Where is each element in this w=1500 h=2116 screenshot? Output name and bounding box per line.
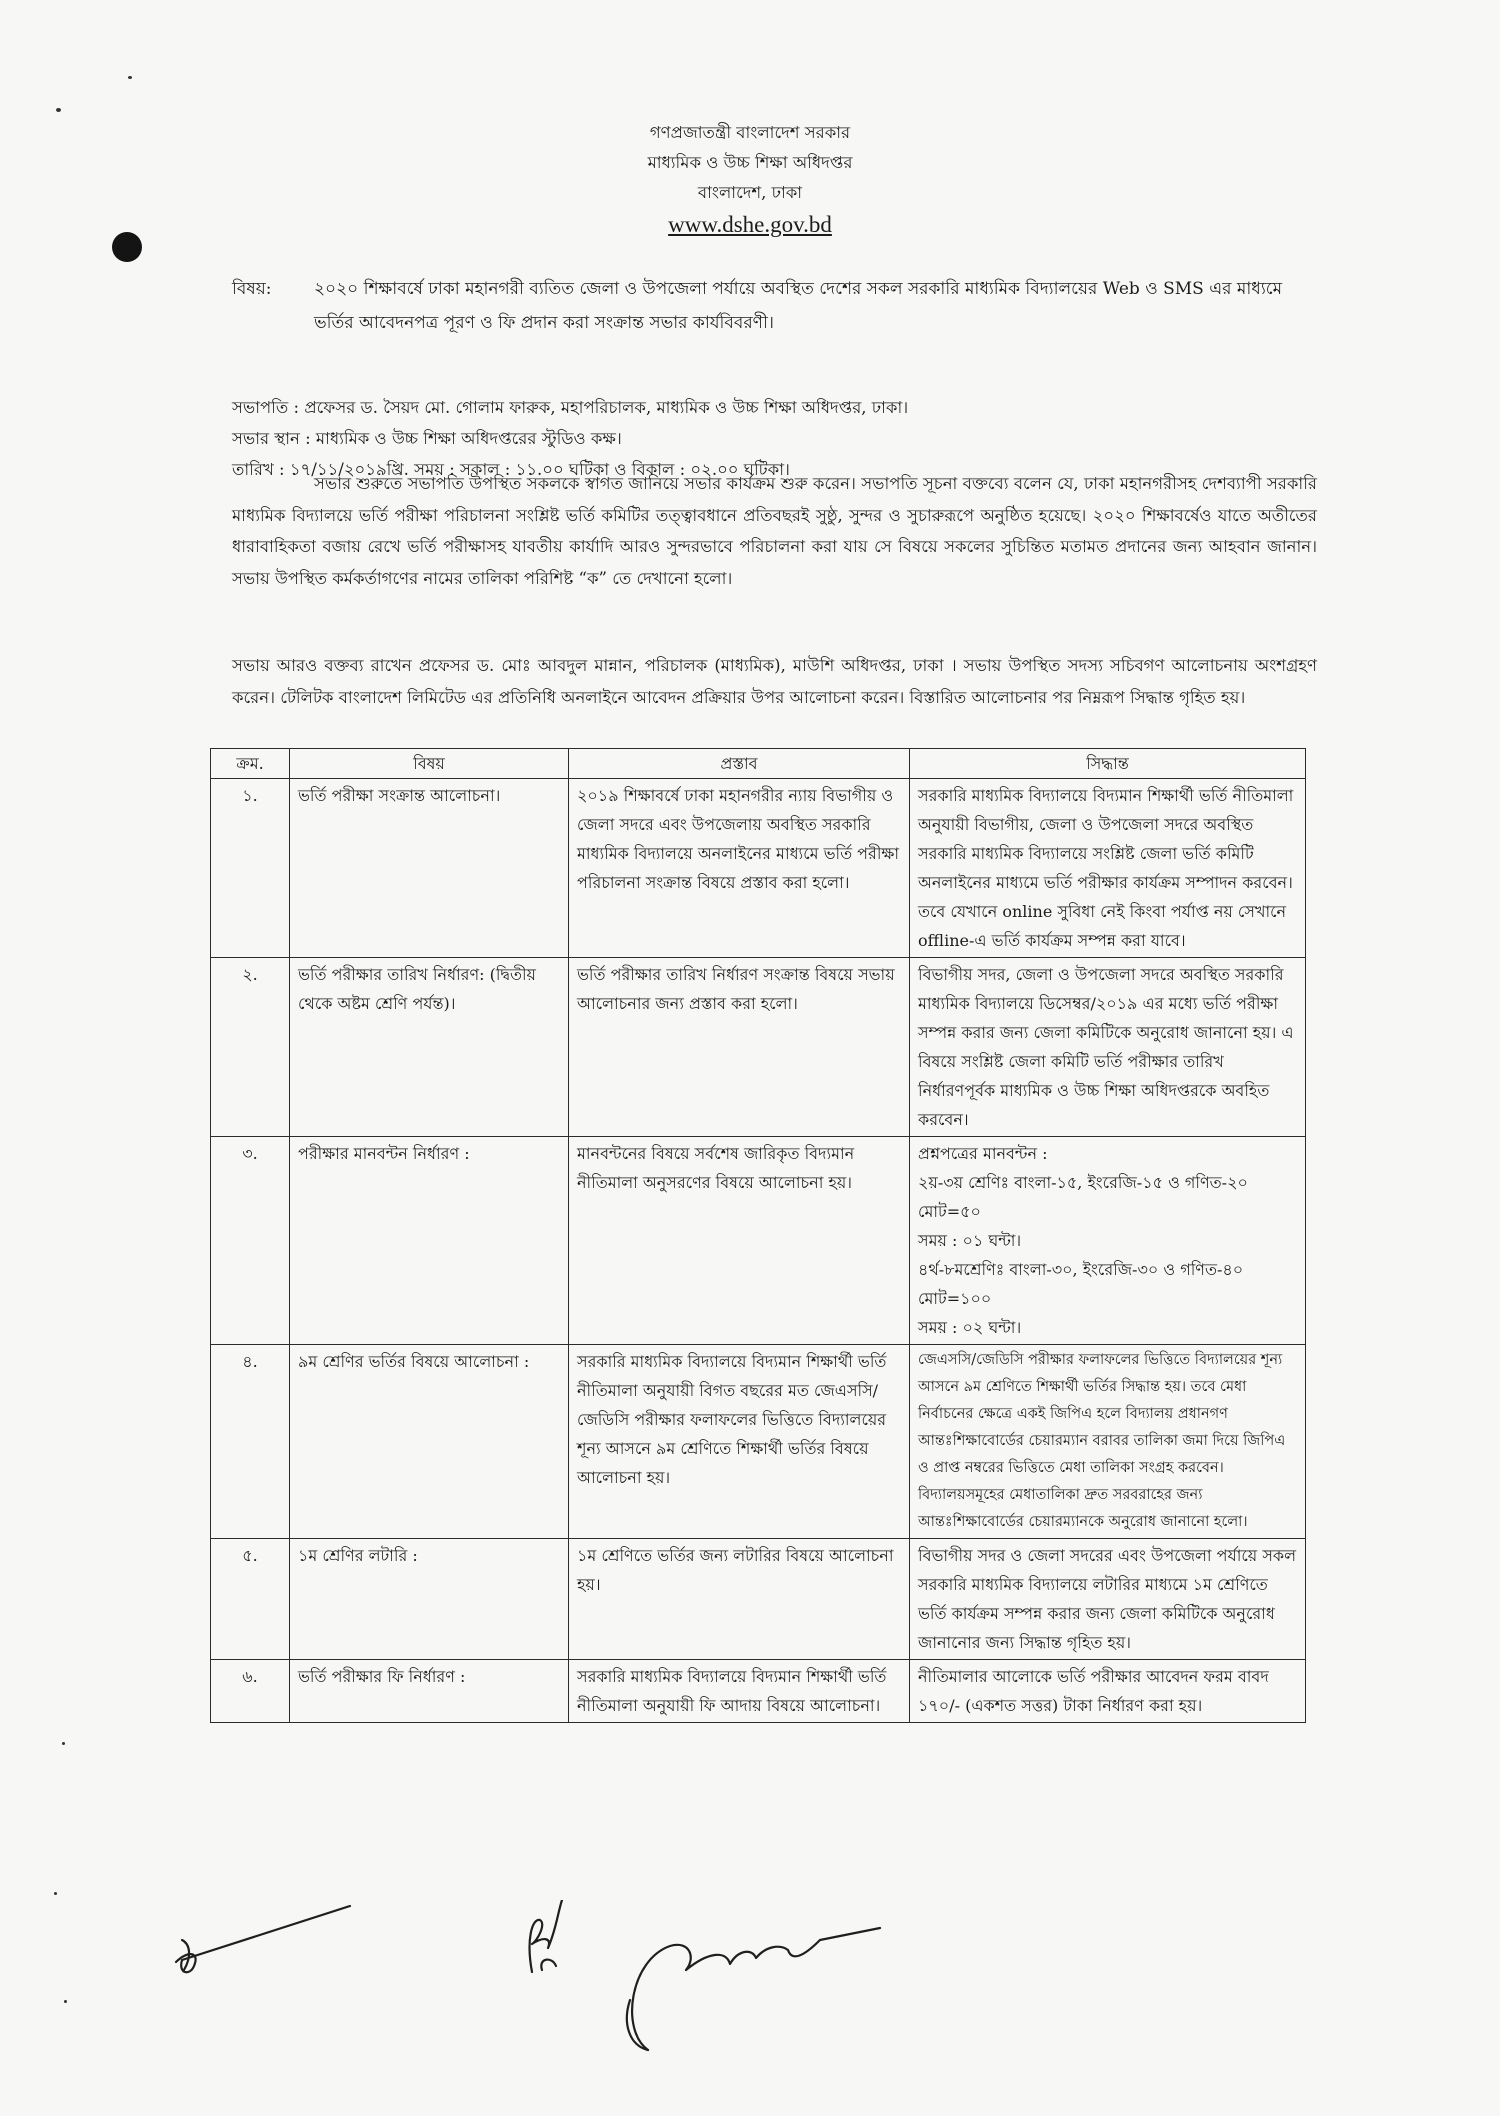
row-subject: পরীক্ষার মানবন্টন নির্ধারণ : — [290, 1137, 569, 1345]
signature-mark-3 — [627, 1928, 880, 2050]
row-serial: ২. — [211, 958, 290, 1137]
row-decision: বিভাগীয় সদর ও জেলা সদরের এবং উপজেলা পর্যায়ে সকল সরকারি মাধ্যমিক বিদ্যালয়ে লটারির মাধ্যমে ১ম শ্রেণিতে ভর্তি কার্যক্রম সম্পন্ন করার জন্য জেলা কমিটিকে অনুরোধ জানানোর জন্য সিদ্ধান্ত গৃহিত হয়। — [910, 1539, 1306, 1660]
row-serial: ১. — [211, 779, 290, 958]
signatures — [160, 1900, 1060, 2100]
directorate-name: মাধ্যমিক ও উচ্চ শিক্ষা অধিদপ্তর — [647, 153, 853, 172]
row-proposal: মানবন্টনের বিষয়ে সর্বশেষ জারিকৃত বিদ্যমান নীতিমালা অনুসরণের বিষয়ে আলোচনা হয়। — [569, 1137, 910, 1345]
row-proposal: ২০১৯ শিক্ষাবর্ষে ঢাকা মহানগরীর ন্যায় বিভাগীয় ও জেলা সদরে এবং উপজেলায় অবস্থিত সরকারি মাধ্যমিক বিদ্যালয়ে অনলাইনের মাধ্যমে ভর্তি পরীক্ষা পরিচালনা সংক্রান্ত বিষয়ে প্রস্তাব করা হলো। — [569, 779, 910, 958]
website-link[interactable]: www.dshe.gov.bd — [668, 212, 832, 237]
table-row — [211, 1539, 1306, 1660]
row-subject: ৯ম শ্রেণির ভর্তির বিষয়ে আলোচনা : — [290, 1345, 569, 1539]
header-subject: বিষয় — [290, 749, 569, 779]
row-subject: ভর্তি পরীক্ষার তারিখ নির্ধারণ: (দ্বিতীয় থেকে অষ্টম শ্রেণি পর্যন্ত)। — [290, 958, 569, 1137]
row-proposal: সরকারি মাধ্যমিক বিদ্যালয়ে বিদ্যমান শিক্ষার্থী ভর্তি নীতিমালা অনুযায়ী বিগত বছরের মত জেএসসি/জেডিসি পরীক্ষার ফলাফলের ভিত্তিতে বিদ্যালয়ের শূন্য আসনে ৯ম শ্রেণিতে শিক্ষার্থী ভর্তির বিষয়ে আলোচনা হয়। — [569, 1345, 910, 1539]
row-serial: ৩. — [211, 1137, 290, 1345]
table-row — [211, 779, 1306, 958]
letterhead — [450, 118, 1050, 242]
row-decision: সরকারি মাধ্যমিক বিদ্যালয়ে বিদ্যমান শিক্ষার্থী ভর্তি নীতিমালা অনুযায়ী বিভাগীয়, জেলা ও উপজেলা সদরে অবস্থিত সরকারি মাধ্যমিক বিদ্যালয়ে সংশ্লিষ্ট জেলা ভর্তি কমিটি অনলাইনের মাধ্যমে ভর্তি পরীক্ষার কার্যক্রম সম্পাদন করবেন। তবে যেখানে online সুবিধা নেই কিংবা পর্যাপ্ত নয় সেখানে offline-এ ভর্তি কার্যক্রম সম্পন্ন করা যাবে। — [910, 779, 1306, 958]
row-decision: জেএসসি/জেডিসি পরীক্ষার ফলাফলের ভিত্তিতে বিদ্যালয়ের শূন্য আসনে ৯ম শ্রেণিতে শিক্ষার্থী ভর্তির সিদ্ধান্ত হয়। তবে মেধা নির্বাচনের ক্ষেত্রে একই জিপিএ হলে বিদ্যালয় প্রধানগণ আন্তঃশিক্ষাবোর্ডের চেয়ারম্যান বরাবর তালিকা জমা দিয়ে জিপিএ ও প্রাপ্ত নম্বরের ভিত্তিতে মেধা তালিকা সংগ্রহ করবেন। বিদ্যালয়সমূহের মেধাতালিকা দ্রুত সরবরাহের জন্য আন্তঃশিক্ষাবোর্ডের চেয়ারম্যানকে অনুরোধ জানানো হলো। — [910, 1345, 1306, 1539]
table-header-row — [211, 749, 1306, 779]
meeting-venue: সভার স্থান : মাধ্যমিক ও উচ্চ শিক্ষা অধিদপ্তরের স্টুডিও কক্ষ। — [232, 429, 622, 448]
intro-paragraph: সভার শুরুতে সভাপতি উপস্থিত সকলকে স্বাগত জানিয়ে সভার কার্যক্রম শুরু করেন। সভাপতি সূচনা বক্তব্যে বলেন যে, ঢাকা মহানগরীসহ দেশব্যাপী সরকারি মাধ্যমিক বিদ্যালয়ে ভর্তি পরীক্ষা পরিচালনা সংশ্লিষ্ট ভর্তি কমিটির তত্ত্বাবধানে প্রতিবছরই সুষ্ঠু, সুন্দর ও সুচারুরূপে অনুষ্ঠিত হয়েছে। ২০২০ শিক্ষাবর্ষেও যাতে অতীতের ধারাবাহিকতা বজায় রেখে ভর্তি পরীক্ষাসহ যাবতীয় কার্যাদি আরও সুন্দরভাবে পরিচালনা করা যায় সে বিষয়ে সকলের সুচিন্তিত মতামত প্রদানের জন্য আহবান জানান। সভায় উপস্থিত কর্মকর্তাগণের নামের তালিকা পরিশিষ্ট “ক” তে দেখানো হলো। — [232, 474, 1317, 588]
table-row — [211, 958, 1306, 1137]
row-serial: ৫. — [211, 1539, 290, 1660]
meeting-chair: সভাপতি : প্রফেসর ড. সৈয়দ মো. গোলাম ফারুক, মহাপরিচালক, মাধ্যমিক ও উচ্চ শিক্ষা অধিদপ্তর, ঢাকা। — [232, 398, 909, 417]
row-decision: নীতিমালার আলোকে ভর্তি পরীক্ষার আবেদন ফরম বাবদ ১৭০/- (একশত সত্তর) টাকা নির্ধারণ করা হয়। — [910, 1660, 1306, 1723]
scan-speck — [64, 2000, 67, 2003]
scan-speck — [56, 108, 61, 112]
decisions-table — [210, 748, 1306, 1723]
row-decision: বিভাগীয় সদর, জেলা ও উপজেলা সদরে অবস্থিত সরকারি মাধ্যমিক বিদ্যালয়ে ডিসেম্বর/২০১৯ এর মধ্যে ভর্তি পরীক্ষা সম্পন্ন করার জন্য জেলা কমিটিকে অনুরোধ জানানো হয়। এ বিষয়ে সংশ্লিষ্ট জেলা কমিটি ভর্তি পরীক্ষার তারিখ নির্ধারণপূর্বক মাধ্যমিক ও উচ্চ শিক্ষা অধিদপ্তরকে অবহিত করবেন। — [910, 958, 1306, 1137]
location: বাংলাদেশ, ঢাকা — [697, 183, 803, 202]
discussion-paragraph: সভায় আরও বক্তব্য রাখেন প্রফেসর ড. মোঃ আবদুল মান্নান, পরিচালক (মাধ্যমিক), মাউশি অধিদপ্তর, ঢাকা । সভায় উপস্থিত সদস্য সচিবগণ আলোচনায় অংশগ্রহণ করেন। টেলিটক বাংলাদেশ লিমিটেড এর প্রতিনিধি অনলাইনে আবেদন প্রক্রিয়ার উপর আলোচনা করেন। বিস্তারিত আলোচনার পর নিম্নরূপ সিদ্ধান্ত গৃহিত হয়। — [232, 656, 1317, 707]
row-decision: প্রশ্নপত্রের মানবন্টন : ২য়-৩য় শ্রেণিঃ বাংলা-১৫, ইংরেজি-১৫ ও গণিত-২০ মোট=৫০ সময় : ০১ ঘন্টা। ৪র্থ-৮মশ্রেণিঃ বাংলা-৩০, ইংরেজি-৩০ ও গণিত-৪০ মোট=১০০ সময় : ০২ ঘন্টা। — [910, 1137, 1306, 1345]
row-proposal: ১ম শ্রেণিতে ভর্তির জন্য লটারির বিষয়ে আলোচনা হয়। — [569, 1539, 910, 1660]
row-serial: ৪. — [211, 1345, 290, 1539]
subject-text: ২০২০ শিক্ষাবর্ষে ঢাকা মহানগরী ব্যতিত জেলা ও উপজেলা পর্যায়ে অবস্থিত দেশের সকল সরকারি মাধ্যমিক বিদ্যালয়ের Web ও SMS এর মাধ্যমে ভর্তির আবেদনপত্র পূরণ ও ফি প্রদান করা সংক্রান্ত সভার কার্যবিবরণী। — [314, 279, 1283, 333]
header-decision: সিদ্ধান্ত — [910, 749, 1306, 779]
scan-speck — [54, 1892, 57, 1895]
govt-name: গণপ্রজাতন্ত্রী বাংলাদেশ সরকার — [649, 123, 851, 142]
row-subject: ভর্তি পরীক্ষা সংক্রান্ত আলোচনা। — [290, 779, 569, 958]
row-serial: ৬. — [211, 1660, 290, 1723]
signature-mark-1 — [176, 1906, 350, 1972]
punch-hole — [112, 232, 142, 262]
row-proposal: ভর্তি পরীক্ষার তারিখ নির্ধারণ সংক্রান্ত বিষয়ে সভায় আলোচনার জন্য প্রস্তাব করা হলো। — [569, 958, 910, 1137]
table-row — [211, 1660, 1306, 1723]
scan-speck — [62, 1742, 65, 1745]
scan-speck — [128, 76, 132, 79]
header-proposal: প্রস্তাব — [569, 749, 910, 779]
table-row — [211, 1345, 1306, 1539]
table-row — [211, 1137, 1306, 1345]
subject-block — [232, 272, 1317, 340]
meeting-date-time: তারিখ : ১৭/১১/২০১৯খ্রি. সময় : সকাল : ১১.০০ ঘটিকা ও বিকাল : ০২.০০ ঘটিকা। — [232, 460, 790, 479]
row-subject: ভর্তি পরীক্ষার ফি নির্ধারণ : — [290, 1660, 569, 1723]
header-serial: ক্রম. — [211, 749, 290, 779]
signature-mark-2 — [530, 1900, 562, 1972]
row-subject: ১ম শ্রেণির লটারি : — [290, 1539, 569, 1660]
subject-label: বিষয়: — [232, 279, 272, 299]
row-proposal: সরকারি মাধ্যমিক বিদ্যালয়ে বিদ্যমান শিক্ষার্থী ভর্তি নীতিমালা অনুযায়ী ফি আদায় বিষয়ে আলোচনা। — [569, 1660, 910, 1723]
